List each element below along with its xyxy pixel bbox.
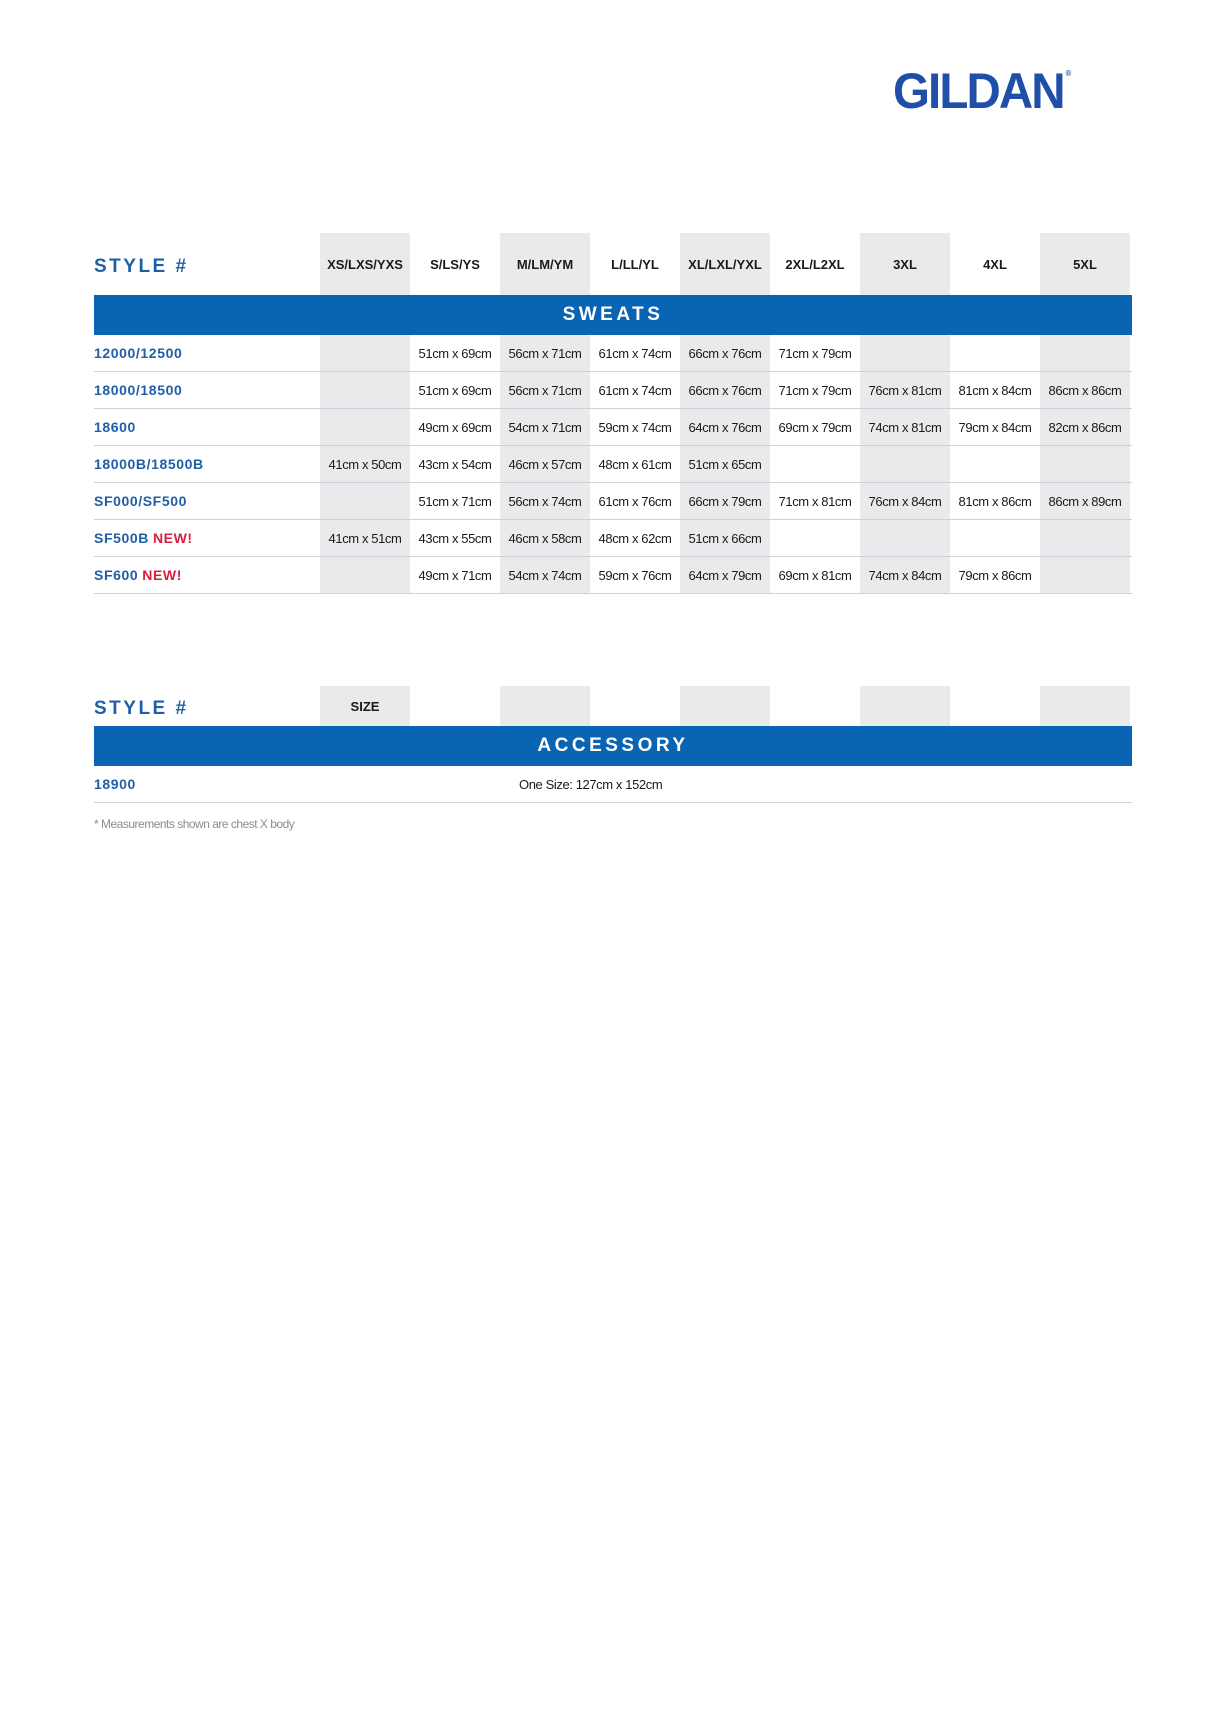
measurement-cell: 56cm x 71cm [500,335,590,371]
measurement-cell: 76cm x 84cm [860,483,950,519]
measurement-cell: 46cm x 57cm [500,446,590,482]
size-header: 5XL [1040,233,1130,295]
measurement-cell: 59cm x 74cm [598,419,672,435]
style-code: 12000/12500 [94,345,183,361]
measurement-cell: 61cm x 74cm [598,382,672,398]
measurement-cell: 61cm x 74cm [598,345,672,361]
measurement-cell: 66cm x 76cm [680,335,770,371]
new-badge: NEW! [152,530,193,546]
measurement-cell: 51cm x 69cm [418,382,492,398]
measurement-cell [1040,520,1130,556]
table-row [94,483,1132,520]
table-row [94,766,1132,803]
measurement-cell: 66cm x 76cm [680,372,770,408]
size-header: 4XL [983,256,1007,272]
measurement-cell: 86cm x 86cm [1040,372,1130,408]
measurement-cell [950,335,1040,371]
measurement-cell: 51cm x 65cm [680,446,770,482]
new-badge: NEW! [142,567,182,583]
measurement-cell [770,520,860,556]
style-number: 18900 [94,776,136,792]
measurement-cell: One Size: 127cm x 152cm [519,776,663,792]
measurement-cell: 51cm x 71cm [418,493,492,509]
table-row [94,409,1132,446]
measurement-cell: 81cm x 84cm [958,382,1032,398]
measurement-cell [1040,446,1130,482]
empty-header [680,686,770,726]
empty-header [770,686,860,726]
accessory-header-row [94,686,1132,726]
measurement-cell [320,372,410,408]
measurement-cell [950,446,1040,482]
empty-header [860,686,950,726]
measurement-cell [860,335,950,371]
size-header: 2XL/L2XL [785,256,845,272]
measurement-cell: 64cm x 79cm [680,557,770,593]
measurement-cell: 41cm x 51cm [320,520,410,556]
style-code: 18000/18500 [94,382,183,398]
measurement-cell [860,446,950,482]
measurement-cell: 51cm x 69cm [418,345,492,361]
measurement-cell: 43cm x 55cm [418,530,492,546]
style-code: SF600 [94,567,139,583]
style-number [94,446,320,482]
measurement-cell: 41cm x 50cm [320,446,410,482]
measurement-cell [1040,557,1130,593]
size-header: S/LS/YS [430,256,480,272]
measurement-cell [860,520,950,556]
style-number [94,557,320,593]
measurement-cell [950,520,1040,556]
measurement-cell: 49cm x 71cm [418,567,492,583]
measurement-cell: 82cm x 86cm [1040,409,1130,445]
measurement-cell: 59cm x 76cm [598,567,672,583]
measurement-cell: 69cm x 79cm [778,419,852,435]
style-code: SF500B [94,530,149,546]
style-column-header: STYLE # [94,698,189,719]
measurement-cell: 86cm x 89cm [1040,483,1130,519]
empty-header [1040,686,1130,726]
empty-header [500,686,590,726]
measurement-cell: 51cm x 66cm [680,520,770,556]
style-number [94,520,320,556]
gildan-logo [893,63,1072,119]
size-header: XL/LXL/YXL [680,233,770,295]
measurement-cell: 56cm x 71cm [500,372,590,408]
measurement-cell: 74cm x 84cm [860,557,950,593]
measurement-cell: 49cm x 69cm [418,419,492,435]
measurement-cell: 74cm x 81cm [860,409,950,445]
style-number [94,483,320,519]
size-header: SIZE [320,686,410,726]
table-row [94,335,1132,372]
measurement-cell: 64cm x 76cm [680,409,770,445]
measurement-cell: 69cm x 81cm [778,567,852,583]
style-code: SF000/SF500 [94,493,187,509]
measurement-cell: 66cm x 79cm [680,483,770,519]
table-row [94,520,1132,557]
sweats-section-band: SWEATS [94,295,1132,335]
measurement-cell [770,446,860,482]
sweats-header-row [94,233,1132,295]
style-number [94,409,320,445]
size-header: L/LL/YL [611,256,659,272]
measurement-cell: 79cm x 84cm [958,419,1032,435]
measurement-cell: 61cm x 76cm [598,493,672,509]
table-row [94,372,1132,409]
logo-text: GILDAN [893,63,1064,119]
measurement-cell [320,483,410,519]
accessory-size-table [94,686,1132,803]
measurement-cell: 46cm x 58cm [500,520,590,556]
style-number [94,335,320,371]
table-row [94,446,1132,483]
empty-header [590,686,680,726]
measurement-cell: 79cm x 86cm [958,567,1032,583]
measurement-cell: 76cm x 81cm [860,372,950,408]
measurement-cell: 71cm x 81cm [778,493,852,509]
measurement-cell [320,557,410,593]
size-header: XS/LXS/YXS [320,233,410,295]
style-column-header: STYLE # [94,256,189,277]
size-header: 3XL [860,233,950,295]
measurement-cell: 54cm x 74cm [500,557,590,593]
accessory-section-band: ACCESSORY [94,726,1132,766]
measurement-cell: 71cm x 79cm [778,382,852,398]
style-number [94,372,320,408]
measurement-cell [320,335,410,371]
style-code: 18000B/18500B [94,456,204,472]
measurement-cell: 48cm x 61cm [598,456,672,472]
table-row [94,557,1132,594]
empty-header [410,686,500,726]
footnote: * Measurements shown are chest X body [94,817,295,831]
measurement-cell: 54cm x 71cm [500,409,590,445]
empty-header [950,686,1040,726]
measurement-cell: 43cm x 54cm [418,456,492,472]
measurement-cell: 71cm x 79cm [778,345,852,361]
measurement-cell: 48cm x 62cm [598,530,672,546]
measurement-cell [1040,335,1130,371]
measurement-cell: 56cm x 74cm [500,483,590,519]
measurement-cell [320,409,410,445]
sweats-size-table [94,233,1132,594]
style-code: 18600 [94,419,136,435]
measurement-cell: 81cm x 86cm [958,493,1032,509]
size-header: M/LM/YM [500,233,590,295]
registered-mark: ® [1065,69,1072,78]
